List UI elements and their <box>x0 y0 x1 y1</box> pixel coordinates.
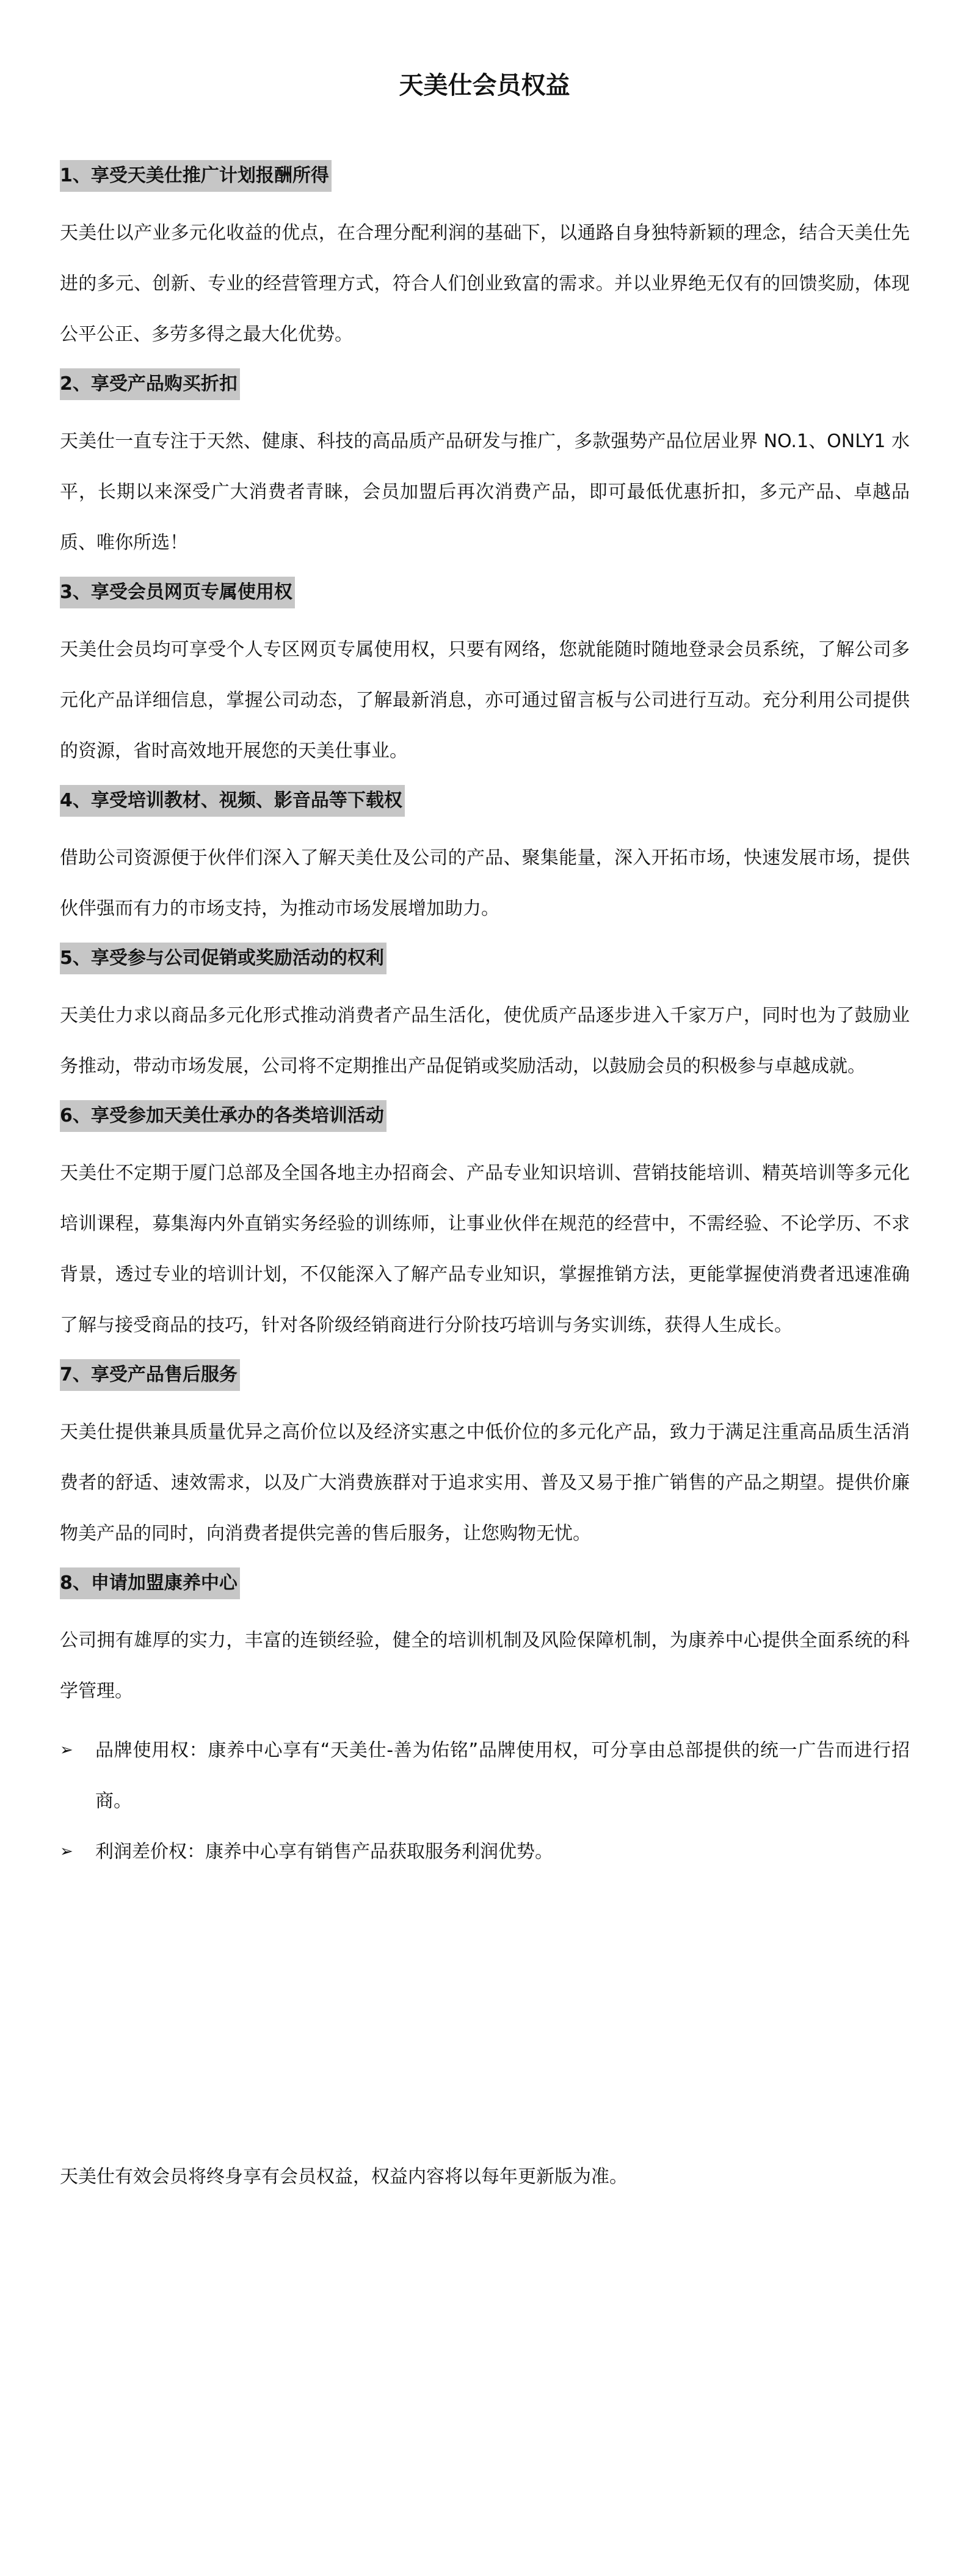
section-paragraph: 天美仕提供兼具质量优异之高价位以及经济实惠之中低价位的多元化产品，致力于满足注重高品质生活消费者的舒适、速效需求，以及广大消费族群对于追求实用、普及又易于推广销售的产品之期望。提供价廉物美产品的同时，向消费者提供完善的售后服务，让您购物无忧。 <box>60 1421 910 1544</box>
section-paragraph: 借助公司资源便于伙伴们深入了解天美仕及公司的产品、聚集能量，深入开拓市场，快速发展市场，提供伙伴强而有力的市场支持，为推动市场发展增加助力。 <box>60 847 910 919</box>
section-heading: 8、申请加盟康养中心 <box>60 1567 240 1599</box>
section-heading: 4、享受培训教材、视频、影音品等下载权 <box>60 785 405 817</box>
footer-note: 天美仕有效会员将终身享有会员权益，权益内容将以每年更新版为准。 <box>60 2166 628 2187</box>
section-5 <box>60 943 910 1092</box>
section-heading: 5、享受参与公司促销或奖励活动的权利 <box>60 943 387 974</box>
section-3 <box>60 577 910 776</box>
section-paragraph: 天美仕一直专注于天然、健康、科技的高品质产品研发与推广，多款强势产品位居业界 NO.1、ONLY1 水平，长期以来深受广大消费者青睐，会员加盟后再次消费产品，即可最低优惠折扣，多元产品、卓越品质、唯你所选！ <box>60 431 910 553</box>
arrow-bullet-icon: ➢ <box>60 1842 73 1861</box>
section-paragraph: 天美仕以产业多元化收益的优点，在合理分配利润的基础下，以通路自身独特新颖的理念，结合天美仕先进的多元、创新、专业的经营管理方式，符合人们创业致富的需求。并以业界绝无仅有的回馈奖励，体现公平公正、多劳多得之最大化优势。 <box>60 222 910 345</box>
section-8 <box>60 1567 910 1877</box>
page-title: 天美仕会员权益 <box>399 71 570 100</box>
section-6 <box>60 1100 910 1351</box>
document-body <box>60 160 910 1877</box>
bullet-text: 利润差价权：康养中心享有销售产品获取服务利润优势。 <box>95 1841 553 1863</box>
bullet-item-brand-rights <box>60 1725 910 1826</box>
section-1 <box>60 160 910 360</box>
section-heading: 2、享受产品购买折扣 <box>60 368 240 400</box>
bullet-list <box>60 1725 910 1877</box>
section-heading: 6、享受参加天美仕承办的各类培训活动 <box>60 1100 387 1132</box>
section-4 <box>60 785 910 934</box>
section-paragraph: 天美仕不定期于厦门总部及全国各地主办招商会、产品专业知识培训、营销技能培训、精英培训等多元化培训课程，募集海内外直销实务经验的训练师，让事业伙伴在规范的经营中，不需经验、不论学历、不求背景，透过专业的培训计划，不仅能深入了解产品专业知识，掌握推销方法，更能掌握使消费者迅速准确了解与接受商品的技巧，针对各阶级经销商进行分阶技巧培训与务实训练，获得人生成长。 <box>60 1162 910 1336</box>
section-paragraph: 天美仕会员均可享受个人专区网页专属使用权，只要有网络，您就能随时随地登录会员系统，了解公司多元化产品详细信息，掌握公司动态，了解最新消息，亦可通过留言板与公司进行互动。充分利用公司提供的资源，省时高效地开展您的天美仕事业。 <box>60 639 910 762</box>
bullet-item-profit-rights <box>60 1826 910 1877</box>
arrow-bullet-icon: ➢ <box>60 1741 73 1759</box>
section-paragraph: 天美仕力求以商品多元化形式推动消费者产品生活化，使优质产品逐步进入千家万户，同时也为了鼓励业务推动，带动市场发展，公司将不定期推出产品促销或奖励活动，以鼓励会员的积极参与卓越成就。 <box>60 1005 910 1077</box>
section-paragraph: 公司拥有雄厚的实力，丰富的连锁经验，健全的培训机制及风险保障机制，为康养中心提供全面系统的科学管理。 <box>60 1630 910 1702</box>
section-heading: 7、享受产品售后服务 <box>60 1359 240 1391</box>
bullet-text: 品牌使用权：康养中心享有“天美仕-善为佑铭”品牌使用权，可分享由总部提供的统一广告而进行招商。 <box>95 1740 910 1812</box>
section-heading: 1、享受天美仕推广计划报酬所得 <box>60 160 332 192</box>
section-heading: 3、享受会员网页专属使用权 <box>60 577 295 608</box>
section-2 <box>60 368 910 568</box>
section-7 <box>60 1359 910 1559</box>
